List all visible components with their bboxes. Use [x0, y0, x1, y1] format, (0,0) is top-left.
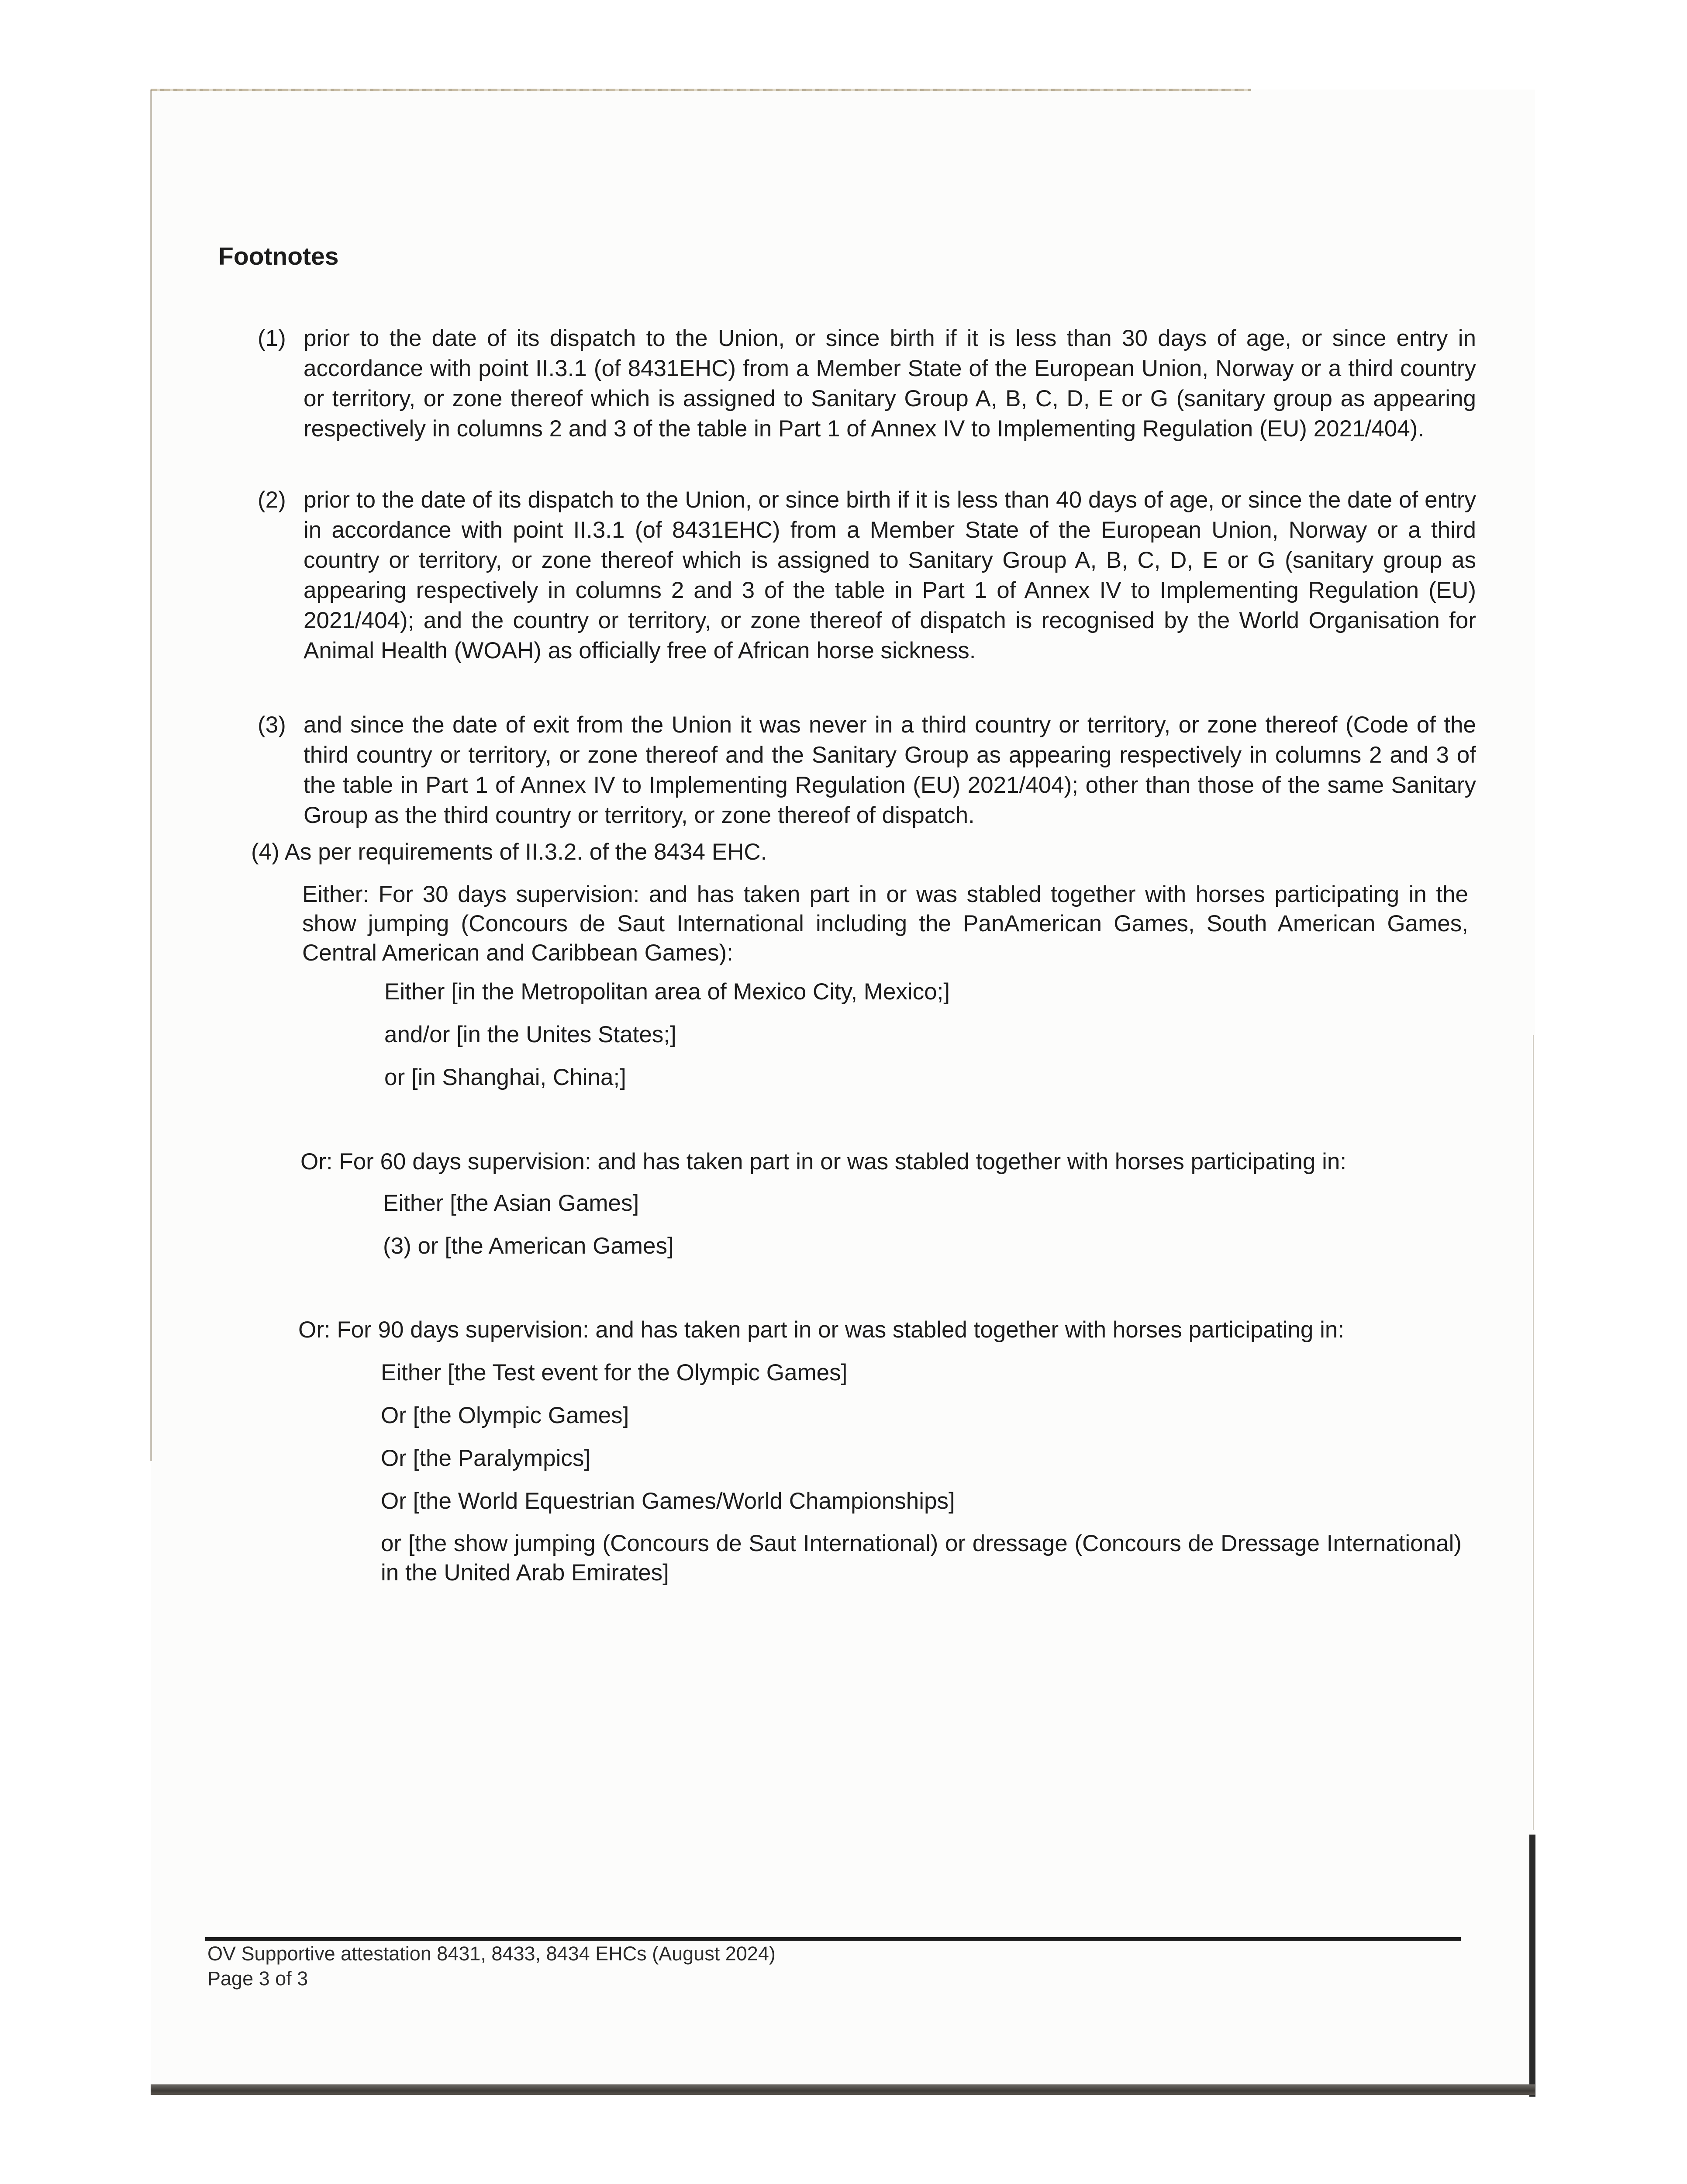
- option-90-item: Or [the World Equestrian Games/World Championships]: [381, 1488, 955, 1514]
- scan-edge-right: [1533, 1035, 1534, 1830]
- option-60-item: Either [the Asian Games]: [383, 1190, 639, 1216]
- option-90-item: or [the show jumping (Concours de Saut International) or dressage (Concours de Dressage International) in the United Arab Emirates]: [381, 1531, 1462, 1586]
- option-60-days: Or: For 60 days supervision: and has taken part in or was stabled together with horses participating in:: [300, 1149, 1347, 1175]
- footer-page-number: Page 3 of 3: [207, 1967, 308, 1990]
- option-90-days: Or: For 90 days supervision: and has taken part in or was stabled together with horses participating in:: [298, 1317, 1345, 1343]
- scan-edge-left: [150, 90, 152, 1461]
- footnote-text: prior to the date of its dispatch to the Union, or since birth if it is less than 30 days of age, or since entry in accordance with point II.3.1 (of 8431EHC) from a Member State of the European Union, Norway or a third country or territory, or zone thereof which is assigned to Sanitary Group A, B, C, D, E or G (sanitary group as appearing respectively in columns 2 and 3 of the table in Part 1 of Annex IV to Implementing Regulation (EU) 2021/404).: [304, 325, 1476, 442]
- option-60-item: (3) or [the American Games]: [383, 1233, 674, 1259]
- footnote-number: (3): [258, 712, 286, 738]
- option-90-item: Or [the Paralympics]: [381, 1445, 591, 1471]
- footnote-number: (2): [258, 487, 286, 513]
- option-30-days: Either: For 30 days supervision: and has taken part in or was stabled together with horses participating in the show jumping (Concours de Saut International including the PanAmerican Games, South American Games, Central American and Caribbean Games):: [302, 881, 1468, 966]
- footnotes-heading: Footnotes: [218, 242, 339, 270]
- footnote-number: (1): [258, 325, 286, 351]
- footnote-2: [258, 485, 1476, 666]
- footnote-4-intro: (4) As per requirements of II.3.2. of the 8434 EHC.: [251, 839, 767, 865]
- footnote-text: prior to the date of its dispatch to the Union, or since birth if it is less than 40 days of age, or since the date of entry in accordance with point II.3.1 (of 8431EHC) from a Member State of the European Union, Norway or a third country or territory, or zone thereof which is assigned to Sanitary Group A, B, C, D, E or G (sanitary group as appearing respectively in columns 2 and 3 of the table in Part 1 of Annex IV to Implementing Regulation (EU) 2021/404); and the country or territory, or zone thereof of dispatch is recognised by the World Organisation for Animal Health (WOAH) as officially free of African horse sickness.: [304, 487, 1476, 663]
- footnote-1: [258, 323, 1476, 444]
- option-90-item: Or [the Olympic Games]: [381, 1403, 629, 1428]
- option-30-item: Either [in the Metropolitan area of Mexico City, Mexico;]: [384, 979, 950, 1005]
- footnote-3: [258, 710, 1476, 830]
- option-30-item: or [in Shanghai, China;]: [384, 1064, 626, 1090]
- option-90-item: Either [the Test event for the Olympic Games]: [381, 1360, 848, 1386]
- footer-divider: [205, 1937, 1461, 1941]
- option-30-item: and/or [in the Unites States;]: [384, 1022, 676, 1047]
- footnote-text: and since the date of exit from the Union it was never in a third country or territory, or zone thereof (Code of the third country or territory, or zone thereof and the Sanitary Group as appearing respectively in columns 2 and 3 of the table in Part 1 of Annex IV to Implementing Regulation (EU) 2021/404); other than those of the same Sanitary Group as the third country or territory, or zone thereof of dispatch.: [304, 712, 1476, 828]
- scan-shadow-right: [1529, 1835, 1535, 2097]
- scan-shadow-bottom: [151, 2084, 1535, 2095]
- footer-document-title: OV Supportive attestation 8431, 8433, 8434 EHCs (August 2024): [207, 1942, 776, 1965]
- scan-edge-top: [151, 89, 1251, 91]
